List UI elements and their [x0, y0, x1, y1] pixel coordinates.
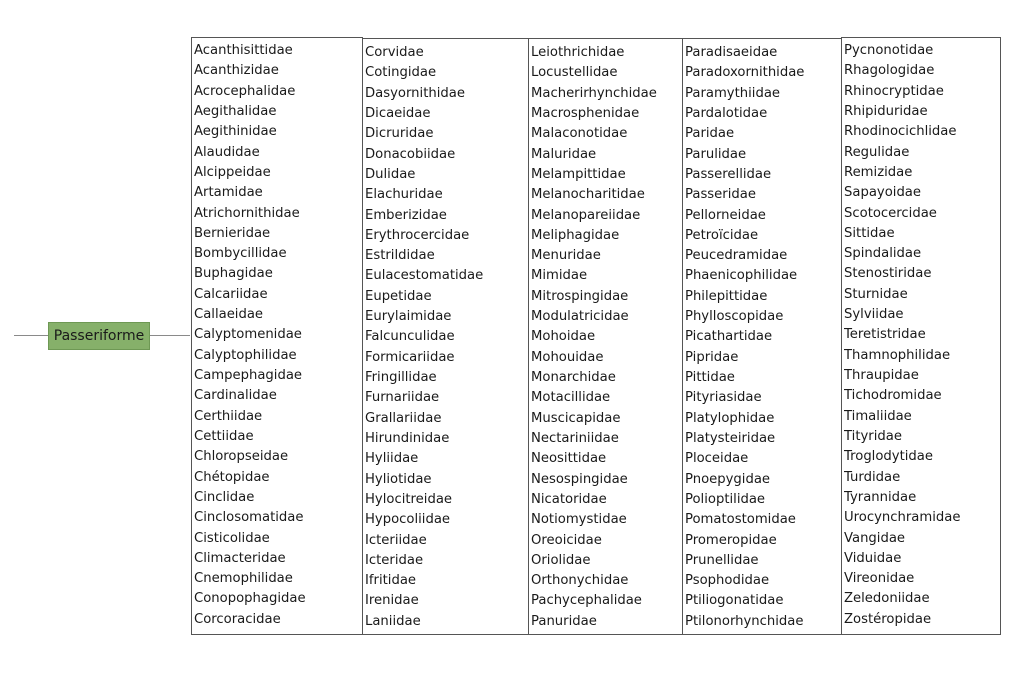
family-name: Mohoidae — [531, 329, 596, 345]
family-name: Icteriidae — [365, 532, 427, 548]
family-name: Hirundinidae — [365, 430, 450, 446]
family-name: Paridae — [685, 126, 735, 142]
family-name: Polioptilidae — [685, 491, 766, 507]
family-name: Sylviidae — [844, 307, 904, 323]
family-name: Alaudidae — [194, 144, 260, 160]
family-name: Passeridae — [685, 187, 756, 203]
family-name: Dulidae — [365, 166, 416, 182]
family-name: Artamidae — [194, 185, 263, 201]
family-column-5 — [841, 37, 1001, 635]
family-name: Dasyornithidae — [365, 85, 465, 101]
family-name: Motacillidae — [531, 390, 611, 406]
family-name: Acrocephalidae — [194, 83, 296, 99]
family-name: Malaconotidae — [531, 126, 628, 142]
family-name: Regulidae — [844, 144, 910, 160]
family-name: Cardinalidae — [194, 388, 277, 404]
family-name: Atrichornithidae — [194, 205, 300, 221]
family-name: Bernieridae — [194, 225, 271, 241]
family-name: Laniidae — [365, 613, 421, 629]
family-name: Formicariidae — [365, 349, 455, 365]
family-name: Mohouidae — [531, 349, 604, 365]
family-name: Chétopidae — [194, 469, 270, 485]
family-name: Calcariidae — [194, 286, 268, 302]
family-name: Macherirhynchidae — [531, 85, 657, 101]
family-column-4 — [682, 38, 843, 635]
family-name: Phylloscopidae — [685, 309, 784, 325]
family-name: Cotingidae — [365, 65, 437, 81]
family-column-1 — [191, 37, 363, 635]
family-name: Zeledoniidae — [844, 591, 930, 607]
family-name: Acanthizidae — [194, 63, 279, 79]
family-name: Melanocharitidae — [531, 187, 645, 203]
family-name: Grallariidae — [365, 410, 442, 426]
family-name: Notiomystidae — [531, 512, 627, 528]
family-name: Scotocercidae — [844, 205, 937, 221]
family-name: Hylocitreidae — [365, 491, 453, 507]
family-name: Tichodromidae — [844, 388, 942, 404]
root-node-passeriforme[interactable]: Passeriforme — [48, 322, 150, 350]
family-name: Neosittidae — [531, 451, 607, 467]
family-name: Remizidae — [844, 164, 913, 180]
family-name: Calyptophilidae — [194, 347, 297, 363]
family-name: Maluridae — [531, 146, 597, 162]
family-name: Ptilonorhynchidae — [685, 613, 804, 629]
family-name: Pomatostomidae — [685, 512, 796, 528]
family-name: Bombycillidae — [194, 246, 287, 262]
family-name: Thraupidae — [844, 368, 919, 383]
family-name: Muscicapidae — [531, 410, 621, 426]
family-name: Corvidae — [365, 45, 424, 60]
family-name: Acanthisittidae — [194, 43, 293, 58]
family-name: Sapayoidae — [844, 185, 922, 201]
family-name: Phaenicophilidae — [685, 268, 798, 284]
family-name: Climacteridae — [194, 550, 286, 566]
family-column-2 — [362, 38, 530, 635]
family-name: Rhipiduridae — [844, 103, 928, 119]
family-name: Meliphagidae — [531, 227, 620, 243]
family-name: Furnariidae — [365, 390, 440, 406]
family-name: Macrosphenidae — [531, 105, 640, 121]
family-name: Icteridae — [365, 552, 424, 568]
family-name: Peucedramidae — [685, 248, 788, 264]
family-name: Chloropseidae — [194, 449, 289, 465]
family-name: Eurylaimidae — [365, 309, 452, 325]
family-name: Erythrocercidae — [365, 227, 470, 243]
family-name: Locustellidae — [531, 65, 618, 81]
family-name: Monarchidae — [531, 370, 616, 385]
family-name: Pityriasidae — [685, 390, 762, 406]
family-name: Cinclosomatidae — [194, 510, 304, 526]
family-name: Timaliidae — [844, 408, 912, 424]
family-name: Ploceidae — [685, 451, 749, 467]
family-name: Spindalidae — [844, 246, 922, 262]
family-name: Campephagidae — [194, 368, 303, 383]
family-name: Viduidae — [844, 550, 902, 566]
family-name: Eulacestomatidae — [365, 268, 484, 284]
family-name: Certhiidae — [194, 408, 263, 424]
family-name: Corcoracidae — [194, 611, 281, 627]
family-name: Rhodinocichlidae — [844, 124, 957, 140]
family-name: Panuridae — [531, 613, 597, 629]
family-name: Zostéropidae — [844, 611, 932, 627]
family-name: Turdidae — [844, 469, 901, 485]
family-name: Stenostiridae — [844, 266, 932, 282]
family-name: Cnemophilidae — [194, 571, 293, 587]
family-name: Alcippeidae — [194, 164, 271, 180]
family-name: Urocynchramidae — [844, 510, 961, 526]
family-name: Mitrospingidae — [531, 288, 629, 304]
family-name: Paradoxornithidae — [685, 65, 805, 81]
family-name: Ptiliogonatidae — [685, 593, 784, 609]
family-name: Ifritidae — [365, 573, 417, 589]
family-name: Passerellidae — [685, 166, 772, 182]
family-name: Vireonidae — [844, 571, 915, 587]
family-name: Vangidae — [844, 530, 906, 546]
family-name: Paramythiidae — [685, 85, 781, 101]
family-name: Thamnophilidae — [844, 347, 951, 363]
family-column-3 — [528, 38, 683, 635]
family-name: Parulidae — [685, 146, 747, 162]
family-name: Nesospingidae — [531, 471, 628, 487]
family-name: Falcunculidae — [365, 329, 455, 345]
family-name: Dicaeidae — [365, 105, 431, 121]
family-name: Paradisaeidae — [685, 45, 778, 60]
family-name: Melanopareiidae — [531, 207, 641, 223]
family-name: Promeropidae — [685, 532, 777, 548]
family-name: Cinclidae — [194, 489, 255, 505]
family-name: Oriolidae — [531, 552, 591, 568]
family-name: Psophodidae — [685, 573, 770, 589]
family-name: Teretistridae — [844, 327, 926, 343]
family-name: Troglodytidae — [844, 449, 933, 465]
family-name: Orthonychidae — [531, 573, 629, 589]
family-name: Prunellidae — [685, 552, 759, 568]
family-name: Hyliidae — [365, 451, 419, 467]
family-name: Tityridae — [844, 428, 902, 444]
family-name: Pnoepygidae — [685, 471, 771, 487]
family-name: Fringillidae — [365, 370, 437, 385]
family-name: Leiothrichidae — [531, 45, 625, 60]
family-name: Picathartidae — [685, 329, 773, 345]
family-name: Pittidae — [685, 370, 735, 385]
family-name: Callaeidae — [194, 307, 264, 323]
family-name: Aegithinidae — [194, 124, 277, 140]
family-name: Hypocoliidae — [365, 512, 451, 528]
family-name: Pachycephalidae — [531, 593, 642, 609]
family-name: Mimidae — [531, 268, 588, 284]
family-name: Emberizidae — [365, 207, 447, 223]
family-name: Irenidae — [365, 593, 419, 609]
family-name: Sittidae — [844, 225, 895, 241]
family-name: Pardalotidae — [685, 105, 768, 121]
family-name: Cisticolidae — [194, 530, 270, 546]
family-name: Pipridae — [685, 349, 739, 365]
family-name: Donacobiidae — [365, 146, 456, 162]
family-name: Aegithalidae — [194, 103, 277, 119]
family-name: Dicruridae — [365, 126, 434, 142]
family-name: Sturnidae — [844, 286, 908, 302]
family-name: Oreoicidae — [531, 532, 602, 548]
family-name: Platylophidae — [685, 410, 775, 426]
family-name: Rhagologidae — [844, 63, 935, 79]
family-name: Modulatricidae — [531, 309, 629, 325]
family-name: Eupetidae — [365, 288, 432, 304]
family-name: Platysteiridae — [685, 430, 776, 446]
family-name: Menuridae — [531, 248, 601, 264]
family-name: Elachuridae — [365, 187, 443, 203]
family-name: Tyrannidae — [844, 489, 917, 505]
family-name: Rhinocryptidae — [844, 83, 944, 99]
family-name: Conopophagidae — [194, 591, 306, 607]
family-name: Nicatoridae — [531, 491, 607, 507]
family-name: Buphagidae — [194, 266, 273, 282]
family-name: Melampittidae — [531, 166, 626, 182]
family-name: Pycnonotidae — [844, 43, 934, 58]
family-name: Estrildidae — [365, 248, 435, 264]
family-name: Calyptomenidae — [194, 327, 302, 343]
family-name: Nectariniidae — [531, 430, 619, 446]
family-name: Petroïcidae — [685, 227, 759, 243]
family-name: Pellorneidae — [685, 207, 766, 223]
family-name: Cettiidae — [194, 428, 254, 444]
family-name: Hyliotidae — [365, 471, 432, 487]
family-name: Philepittidae — [685, 288, 768, 304]
